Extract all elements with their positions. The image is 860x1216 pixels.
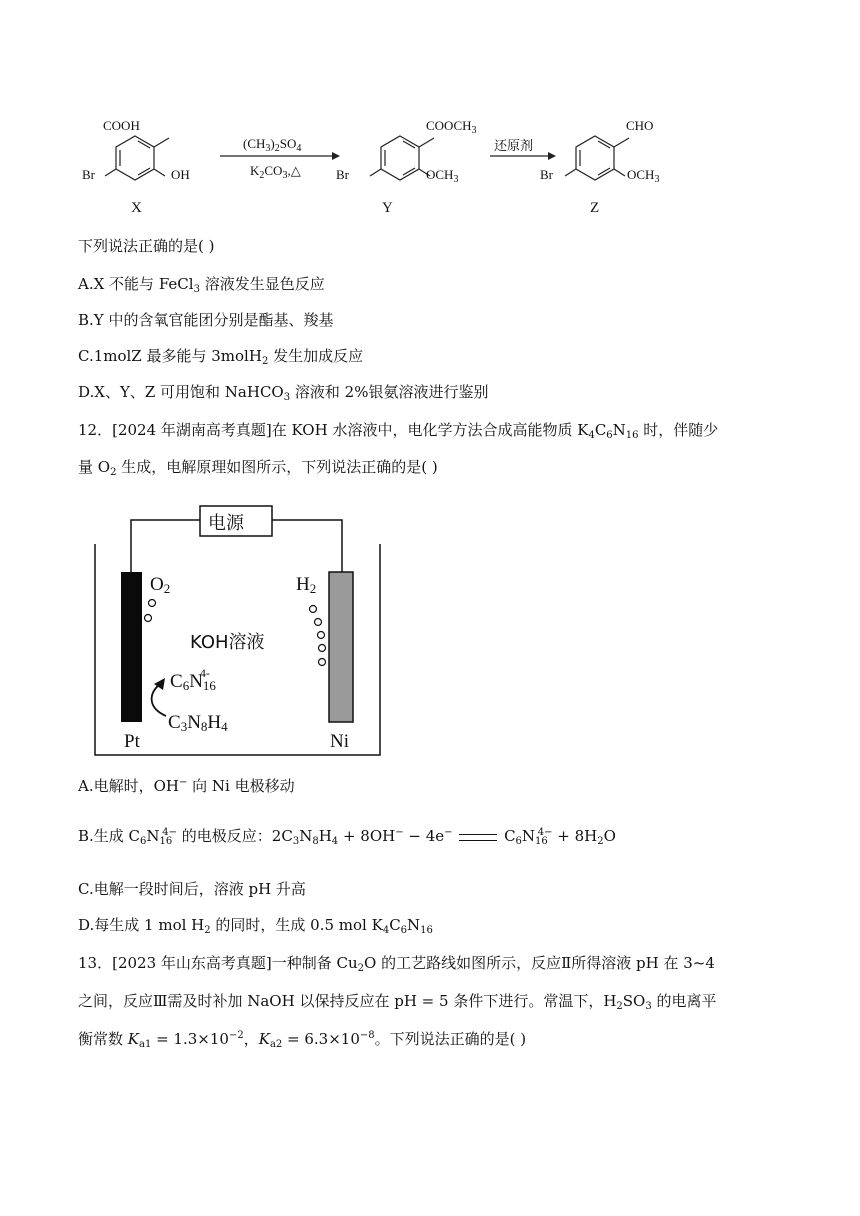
z-sub-cho: CHO	[626, 118, 654, 133]
molecule-x-ring	[105, 136, 169, 180]
koh-solution-label: KOH溶液	[190, 632, 265, 653]
q11-option-b: B.Y 中的含氧官能团分别是酯基、羧基	[78, 311, 334, 329]
q12-stem-line1: 12．[2024 年湖南高考真题]在 KOH 水溶液中，电化学方法合成高能物质 $K_4C_6N_{16}$ 时，伴随少	[78, 421, 719, 441]
q11-option-a: A.X 不能与 FeCl$_3$ 溶液发生显色反应	[78, 275, 325, 295]
molecule-y-ring	[370, 136, 434, 180]
arrow1-reagent-top: $(CH_3)_2SO_4$	[243, 136, 302, 154]
q12-option-b: B.生成 $C_6N_{16}^{4-}$ 的电极反应：$2C_3N_8H_4 + 8OH^- - 4e^-$ $C_6N_{16}^{4-} + 8H_2O$	[78, 827, 616, 847]
ni-electrode	[329, 572, 353, 722]
q12-stem-line2: 量 $O_2$ 生成，电解原理如图所示，下列说法正确的是( )	[78, 458, 438, 478]
ni-label: Ni	[330, 731, 349, 752]
q13-stem-line1: 13．[2023 年山东高考真题]一种制备 $Cu_2O$ 的工艺路线如图所示，反应Ⅱ所得溶液 pH 在 3~4	[78, 954, 715, 974]
y-sub-br: Br	[336, 167, 349, 182]
arrow-1-head	[332, 152, 340, 160]
o2-bubbles	[145, 600, 156, 622]
q12-option-a: A.电解时，OH− 向 Ni 电极移动	[78, 777, 295, 795]
arrow-2-head	[548, 152, 556, 160]
arrow2-reagent: 还原剂	[494, 139, 534, 154]
z-sub-br: Br	[540, 167, 553, 182]
o2-label: $O_2$	[150, 574, 171, 596]
q12-option-c: C.电解一段时间后，溶液 pH 升高	[78, 880, 306, 898]
pt-label: Pt	[124, 731, 140, 752]
h2-bubbles	[310, 606, 326, 666]
y-sub-cooch3: $COOCH_3$	[426, 118, 477, 136]
label-z: Z	[590, 200, 600, 216]
x-sub-br: Br	[82, 167, 95, 182]
z-sub-och3: $OCH_3$	[627, 167, 660, 185]
q13-stem-line3: 衡常数 $K_{a1} = 1.3\times 10^{-2}$，$K_{a2} = 6.3\times 10^{-8}$。下列说法正确的是( )	[78, 1030, 527, 1050]
q11-option-d: D.X、Y、Z 可用饱和 NaHCO$_3$ 溶液和 2%银氨溶液进行鉴别	[78, 383, 489, 403]
h2-label: $H_2$	[296, 574, 317, 596]
reaction-arrow	[152, 684, 166, 716]
y-sub-och3: $OCH_3$	[426, 167, 459, 185]
label-y: Y	[382, 200, 393, 216]
molecule-z-ring	[565, 136, 629, 180]
arrow1-reagent-bottom: $K_2CO_3,\triangle$	[250, 163, 301, 181]
product-label: $C_6N_{16}^{4-}$	[170, 666, 216, 693]
wire-left	[131, 520, 200, 576]
x-sub-cooh: COOH	[103, 118, 140, 133]
x-sub-oh: OH	[171, 167, 190, 182]
wire-right	[272, 520, 342, 576]
pt-electrode	[121, 572, 142, 722]
power-label: 电源	[208, 513, 244, 534]
q13-stem-line2: 之间，反应Ⅲ需及时补加 NaOH 以保持反应在 pH = 5 条件下进行。常温下，$H_2SO_3$ 的电离平	[78, 992, 717, 1012]
q11-stem: 下列说法正确的是( )	[78, 237, 215, 255]
label-x: X	[131, 200, 142, 216]
q12-option-d: D.每生成 1 mol $H_2$ 的同时，生成 0.5 mol $K_4C_6N_{16}$	[78, 916, 433, 936]
q11-option-c: C.1molZ 最多能与 3molH$_2$ 发生加成反应	[78, 347, 364, 367]
reactant-label: $C_3N_8H_4$	[168, 712, 228, 734]
